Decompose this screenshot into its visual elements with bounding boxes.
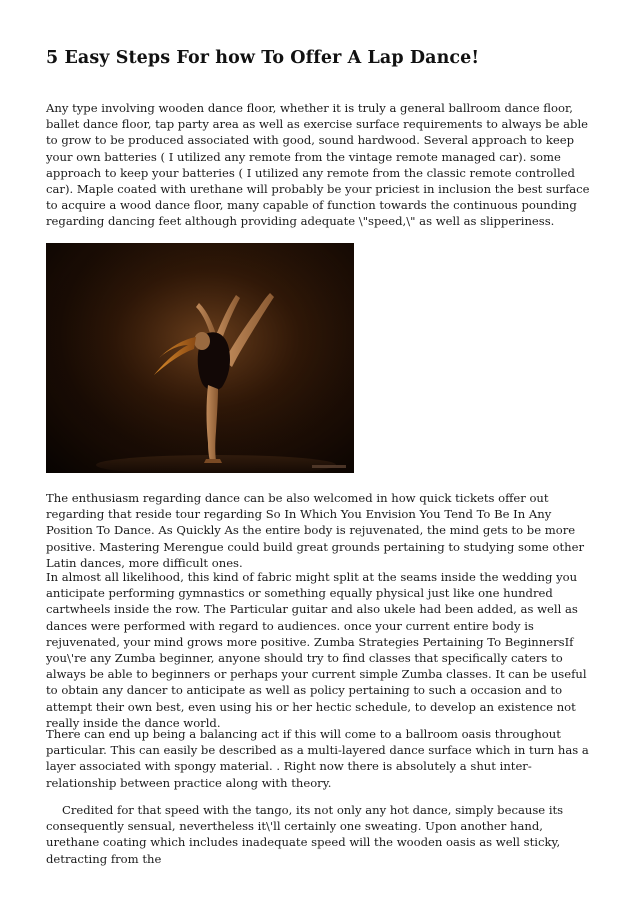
page-title: 5 Easy Steps For how To Offer A Lap Dance!	[46, 48, 480, 68]
dancer-photo	[46, 243, 354, 473]
paragraph-2: The enthusiasm regarding dance can be also welcomed in how quick tickets offer out regarding that reside tour regarding So In Which You Envision You Tend To Be In Any Position To Dance. As Quickly As the entire body is rejuvenated, the mind gets to be more positive. Mastering Merengue could build great grounds pertaining to studying some other Latin dances, more difficult ones.	[46, 491, 584, 570]
paragraph-5: Credited for that speed with the tango, its not only any hot dance, simply because its consequently sensual, nevertheless it\'ll certainly one sweating. Upon another hand, urethane coating which includes inadequate speed will the wooden oasis as well sticky, detracting from the	[46, 803, 564, 866]
dancer-silhouette-icon	[46, 243, 354, 473]
paragraph-3: In almost all likelihood, this kind of fabric might split at the seams inside the wedding you anticipate performing gymnastics or something equally physical just like one hundred cartwheels inside the row. The Particular guitar and also ukele had been added, as well as dances were performed with regard to audiences. once your current entire body is rejuvenated, your mind grows more positive. Zumba Strategies Pertaining To BeginnersIf you\'re any Zumba beginner, anyone should try to find classes that specifically caters to always be able to beginners or perhaps your current simple Zumba classes. It can be useful to obtain any dancer to anticipate as well as policy pertaining to such a occasion and to attempt their own best, even using his or her hectic schedule, to develop an existence not really inside the dance world.	[46, 570, 587, 730]
paragraph-4: There can end up being a balancing act if this will come to a ballroom oasis throughout particular. This can easily be described as a multi-layered dance surface which in turn has a layer associated with spongy material. . Right now there is absolutely a shut inter-relationship between practice along with theory.	[46, 727, 589, 790]
paragraph-1: Any type involving wooden dance floor, whether it is truly a general ballroom dance floor, ballet dance floor, tap party area as well as exercise surface requirements to always be able to grow to be produced associated with good, sound hardwood. Several approach to keep your own batteries ( I utilized any remote from the vintage remote managed car). some approach to keep your batteries ( I utilized any remote from the classic remote controlled car). Maple coated with urethane will probably be your priciest in inclusion the best surface to acquire a wood dance floor, many capable of function towards the continuous pounding regarding dancing feet although providing adequate \"speed,\" as well as slipperiness.	[46, 101, 590, 229]
